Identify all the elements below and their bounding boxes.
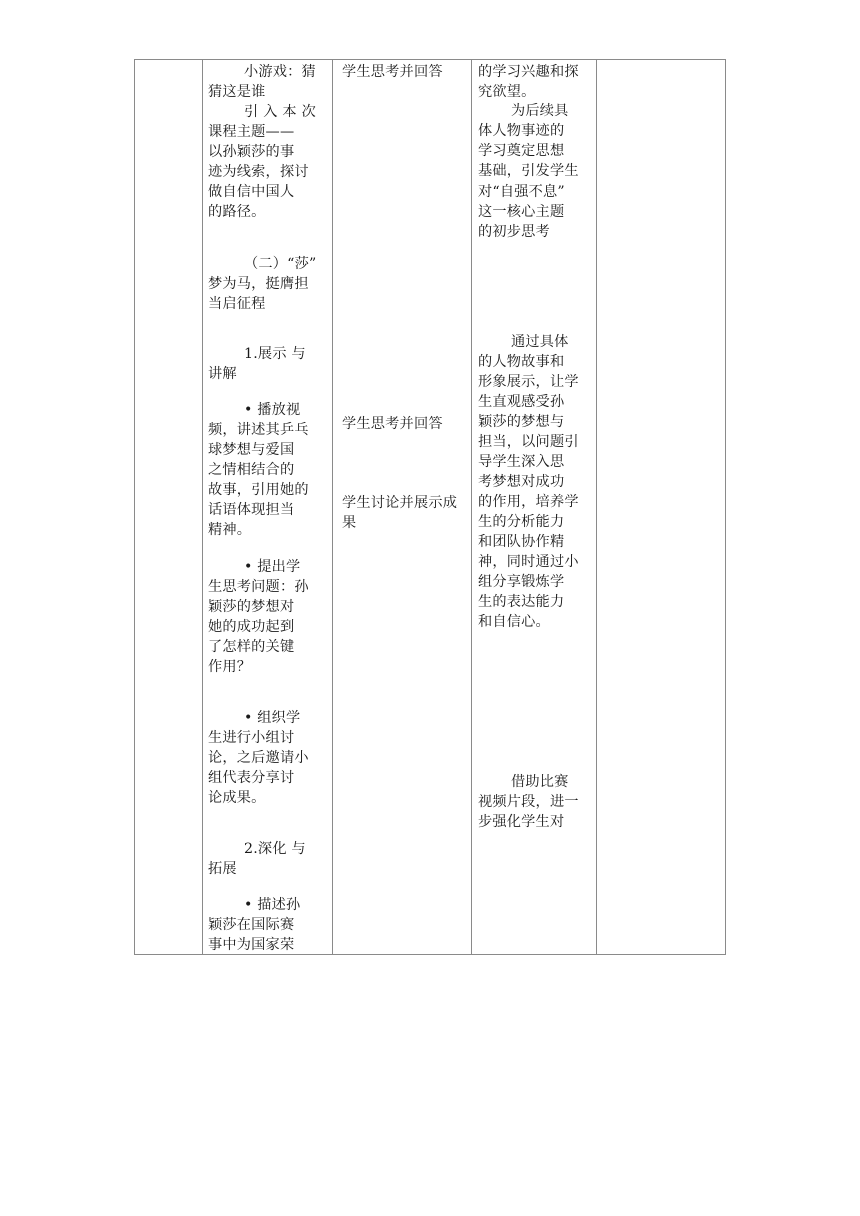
col4-text-line: 借助比赛 [511, 774, 569, 790]
col4-text-line: 步强化学生对 [478, 814, 565, 830]
col4-text-line: 这一核心主题 [478, 204, 565, 220]
col4-text-line: 形象展示，让学 [478, 374, 579, 390]
col2-text-line: 论，之后邀请小 [208, 750, 309, 766]
col2-text-line: 引入本次 [244, 104, 321, 120]
column-divider [332, 60, 333, 954]
col4-text-line: 对“自强不息” [478, 184, 565, 200]
col4-text-line: 生的表达能力 [478, 594, 565, 610]
col2-text-line: 精神。 [208, 522, 252, 538]
col4-text-line: 学习奠定思想 [478, 143, 565, 159]
col2-text-line: 1.展示 与 [244, 346, 306, 362]
col4-text-line: 的初步思考 [478, 224, 550, 240]
col2-text-line: 事中为国家荣 [208, 937, 295, 953]
col3-text-line: 果 [342, 515, 357, 531]
col3-text-line: 学生讨论并展示成 [342, 495, 458, 511]
col2-text-line: 2.深化 与 [244, 841, 306, 857]
col2-text-line: 频，讲述其乒乓 [208, 422, 309, 438]
col2-text-line: 话语体现担当 [208, 502, 295, 518]
col2-text-line: 课程主题—— [208, 124, 295, 140]
col2-text-line: 球梦想与爱国 [208, 442, 295, 458]
col4-text-line: 的学习兴趣和探 [478, 64, 579, 80]
col4-text-line: 的人物故事和 [478, 354, 565, 370]
col2-text-line: 论成果。 [208, 790, 266, 806]
col2-text-line: 猜这是谁 [208, 84, 266, 100]
col2-text-line: 做自信中国人 [208, 184, 295, 200]
col4-text-line: 组分享锻炼学 [478, 574, 565, 590]
col2-text-line: 的路径。 [208, 204, 266, 220]
col2-text-line: 生思考问题：孙 [208, 579, 309, 595]
col4-text-line: 神，同时通过小 [478, 554, 579, 570]
col2-text-line: • 提出学 [244, 559, 301, 575]
col2-text-line: 以孙颖莎的事 [208, 144, 295, 160]
col2-text-line: 颖莎的梦想对 [208, 599, 295, 615]
col4-text-line: 基础，引发学生 [478, 163, 579, 179]
col3-text-line: 学生思考并回答 [342, 64, 443, 80]
col3-text-line: 学生思考并回答 [342, 416, 443, 432]
col2-text-line: 梦为马，挺膺担 [208, 276, 309, 292]
col4-text-line: 导学生深入思 [478, 454, 565, 470]
col4-text-line: 通过具体 [511, 334, 569, 350]
col4-text-line: 究欲望。 [478, 84, 536, 100]
col2-text-line: 颖莎在国际赛 [208, 917, 295, 933]
col4-text-line: 颖莎的梦想与 [478, 414, 565, 430]
col4-text-line: 视频片段，进一 [478, 794, 579, 810]
col2-text-line: • 播放视 [244, 402, 301, 418]
col2-text-line: 迹为线索，探讨 [208, 164, 309, 180]
col2-text-line: 作用？ [208, 659, 252, 675]
column-divider [596, 60, 597, 954]
column-divider [471, 60, 472, 954]
col2-text-line: （二）“莎” [244, 256, 317, 272]
col4-text-line: 体人物事迹的 [478, 123, 565, 139]
col2-text-line: 当启征程 [208, 296, 266, 312]
col4-text-line: 生直观感受孙 [478, 394, 565, 410]
col4-text-line: 考梦想对成功 [478, 474, 565, 490]
col4-text-line: 担当，以问题引 [478, 434, 579, 450]
col2-text-line: 生进行小组讨 [208, 730, 295, 746]
col4-text-line: 和自信心。 [478, 614, 550, 630]
col2-text-line: 讲解 [208, 366, 237, 382]
col2-text-line: 组代表分享讨 [208, 770, 295, 786]
col2-text-line: 了怎样的关键 [208, 639, 295, 655]
column-divider [202, 60, 203, 954]
col2-text-line: 故事，引用她的 [208, 482, 309, 498]
col2-text-line: 拓展 [208, 861, 237, 877]
col2-text-line: 之情相结合的 [208, 462, 295, 478]
col2-text-line: • 描述孙 [244, 897, 301, 913]
col4-text-line: 的作用，培养学 [478, 494, 579, 510]
col4-text-line: 和团队协作精 [478, 534, 565, 550]
col4-text-line: 为后续具 [511, 103, 569, 119]
col2-text-line: • 组织学 [244, 710, 301, 726]
col2-text-line: 她的成功起到 [208, 619, 295, 635]
col2-text-line: 小游戏：猜 [244, 64, 316, 80]
col4-text-line: 生的分析能力 [478, 514, 565, 530]
